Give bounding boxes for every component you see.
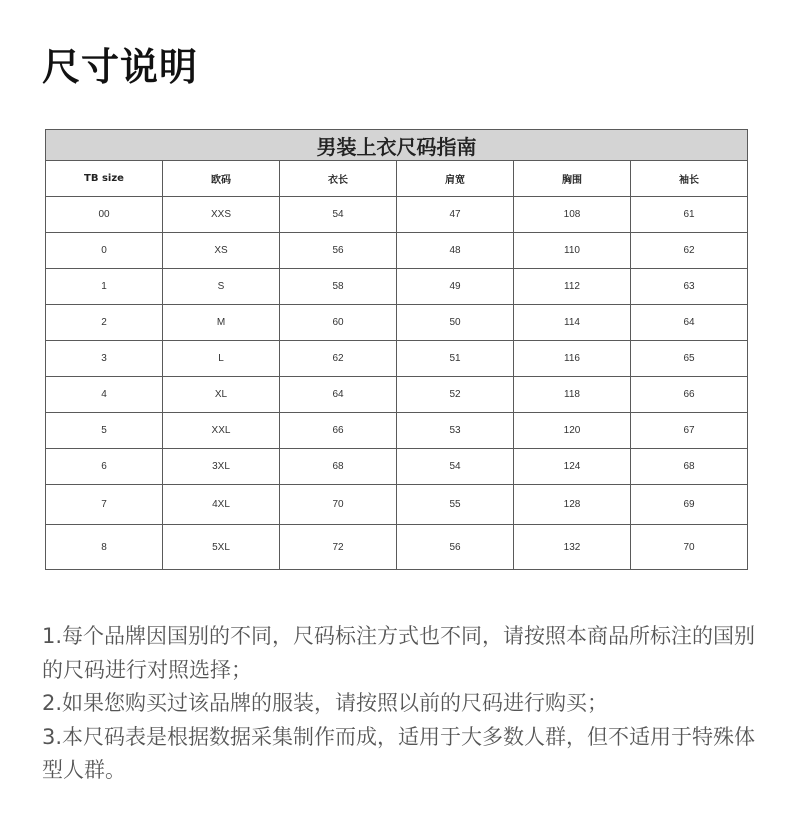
table-cell: 58 bbox=[280, 269, 397, 305]
table-cell: 108 bbox=[514, 197, 631, 233]
table-cell: 53 bbox=[397, 413, 514, 449]
table-cell: XS bbox=[163, 233, 280, 269]
table-cell: 65 bbox=[631, 341, 748, 377]
table-cell: M bbox=[163, 305, 280, 341]
table-cell: 110 bbox=[514, 233, 631, 269]
table-cell: 72 bbox=[280, 525, 397, 570]
table-cell: 3 bbox=[46, 341, 163, 377]
table-row bbox=[46, 305, 748, 341]
table-cell: 66 bbox=[280, 413, 397, 449]
table-cell: 67 bbox=[631, 413, 748, 449]
table-cell: 48 bbox=[397, 233, 514, 269]
column-header-eu-size: 欧码 bbox=[163, 161, 280, 197]
table-cell: 00 bbox=[46, 197, 163, 233]
table-row bbox=[46, 525, 748, 570]
table-row bbox=[46, 449, 748, 485]
table-cell: 0 bbox=[46, 233, 163, 269]
table-cell: 5 bbox=[46, 413, 163, 449]
table-cell: 70 bbox=[631, 525, 748, 570]
table-cell: 66 bbox=[631, 377, 748, 413]
table-cell: 2 bbox=[46, 305, 163, 341]
table-cell: 7 bbox=[46, 485, 163, 525]
table-cell: 54 bbox=[397, 449, 514, 485]
note-item: 3.本尺码表是根据数据采集制作而成，适用于大多数人群，但不适用于特殊体型人群。 bbox=[42, 724, 756, 782]
table-cell: 124 bbox=[514, 449, 631, 485]
table-cell: 116 bbox=[514, 341, 631, 377]
table-cell: 64 bbox=[280, 377, 397, 413]
table-cell: 114 bbox=[514, 305, 631, 341]
table-cell: 63 bbox=[631, 269, 748, 305]
table-caption: 男装上衣尺码指南 bbox=[46, 130, 748, 161]
table-row bbox=[46, 269, 748, 305]
table-row bbox=[46, 341, 748, 377]
size-chart-table bbox=[45, 129, 748, 570]
table-cell: 50 bbox=[397, 305, 514, 341]
table-cell: XXL bbox=[163, 413, 280, 449]
table-cell: 60 bbox=[280, 305, 397, 341]
table-cell: 70 bbox=[280, 485, 397, 525]
column-header-tb-size: TB size bbox=[46, 161, 163, 197]
table-cell: 69 bbox=[631, 485, 748, 525]
table-cell: 56 bbox=[280, 233, 397, 269]
table-cell: 132 bbox=[514, 525, 631, 570]
table-cell: 55 bbox=[397, 485, 514, 525]
table-cell: 64 bbox=[631, 305, 748, 341]
table-row bbox=[46, 233, 748, 269]
table-cell: 52 bbox=[397, 377, 514, 413]
table-cell: 51 bbox=[397, 341, 514, 377]
table-cell: 4 bbox=[46, 377, 163, 413]
note-item: 2.如果您购买过该品牌的服装，请按照以前的尺码进行购买； bbox=[42, 691, 609, 715]
table-cell: 6 bbox=[46, 449, 163, 485]
table-cell: 62 bbox=[280, 341, 397, 377]
table-cell: 118 bbox=[514, 377, 631, 413]
column-header-sleeve: 袖长 bbox=[631, 161, 748, 197]
table-cell: 120 bbox=[514, 413, 631, 449]
table-cell: 3XL bbox=[163, 449, 280, 485]
table-cell: 61 bbox=[631, 197, 748, 233]
table-cell: 47 bbox=[397, 197, 514, 233]
table-cell: L bbox=[163, 341, 280, 377]
table-row bbox=[46, 377, 748, 413]
table-cell: 56 bbox=[397, 525, 514, 570]
table-cell: XL bbox=[163, 377, 280, 413]
column-header-length: 衣长 bbox=[280, 161, 397, 197]
table-cell: 8 bbox=[46, 525, 163, 570]
table-cell: 68 bbox=[280, 449, 397, 485]
table-row bbox=[46, 413, 748, 449]
table-cell: 68 bbox=[631, 449, 748, 485]
table-cell: 49 bbox=[397, 269, 514, 305]
page-title: 尺寸说明 bbox=[42, 45, 199, 89]
table-row bbox=[46, 485, 748, 525]
table-cell: XXS bbox=[163, 197, 280, 233]
table-cell: 4XL bbox=[163, 485, 280, 525]
table-cell: S bbox=[163, 269, 280, 305]
notes-section bbox=[42, 620, 762, 788]
column-header-chest: 胸围 bbox=[514, 161, 631, 197]
table-cell: 62 bbox=[631, 233, 748, 269]
column-header-shoulder: 肩宽 bbox=[397, 161, 514, 197]
table-row bbox=[46, 197, 748, 233]
table-cell: 54 bbox=[280, 197, 397, 233]
table-cell: 112 bbox=[514, 269, 631, 305]
table-cell: 128 bbox=[514, 485, 631, 525]
table-cell: 5XL bbox=[163, 525, 280, 570]
table-header-row bbox=[46, 161, 748, 197]
note-item: 1.每个品牌因国别的不同，尺码标注方式也不同，请按照本商品所标注的国别的尺码进行对照选择； bbox=[42, 624, 756, 682]
table-cell: 1 bbox=[46, 269, 163, 305]
